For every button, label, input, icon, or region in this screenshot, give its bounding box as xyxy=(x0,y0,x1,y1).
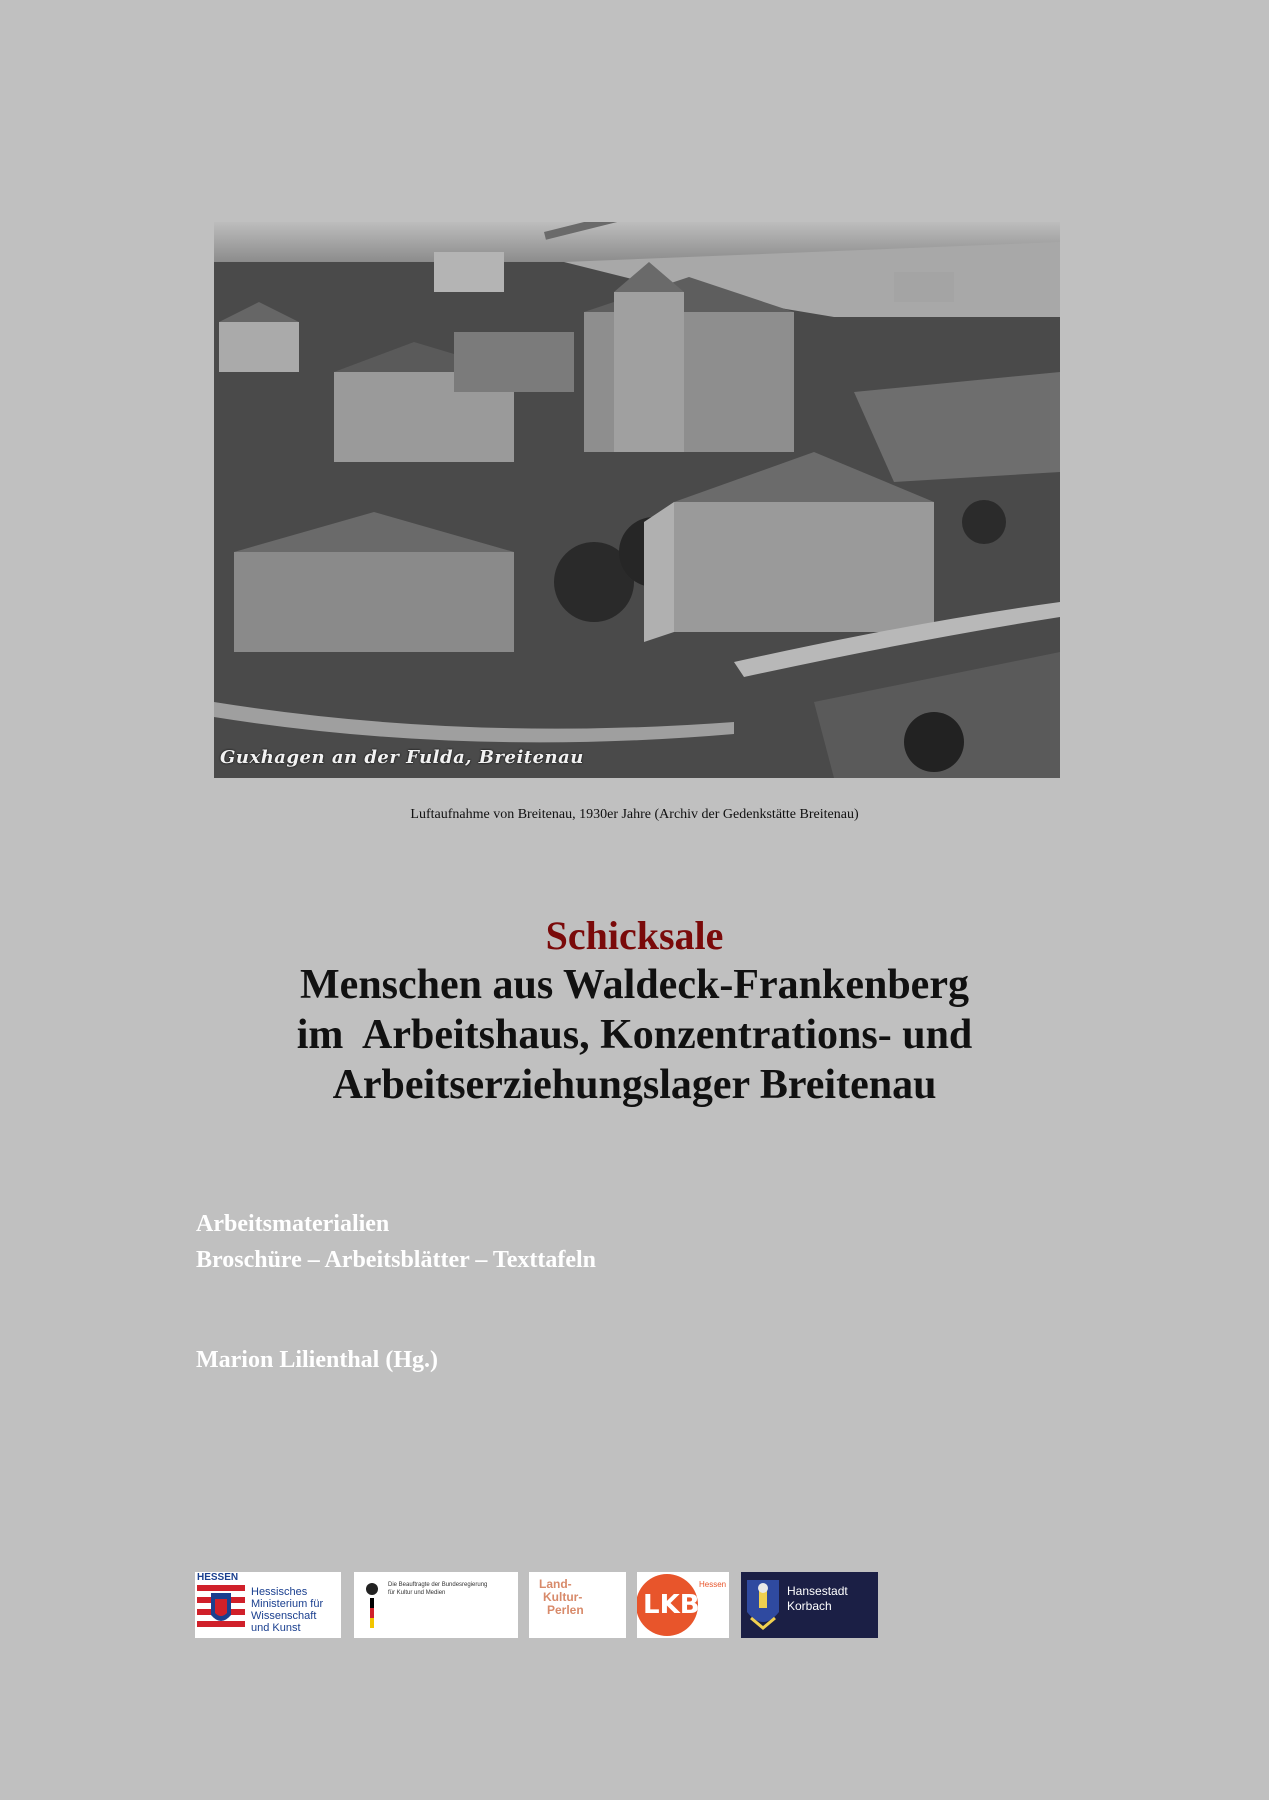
hessen-line-4: und Kunst xyxy=(251,1622,301,1634)
title-line-3: Arbeitserziehungslager Breitenau xyxy=(332,1062,937,1108)
lkb-logo xyxy=(637,1572,729,1638)
aerial-photo xyxy=(214,222,1060,778)
bund-line-2: für Kultur und Medien xyxy=(388,1590,446,1596)
title-line-1: Menschen aus Waldeck-Frankenberg xyxy=(300,962,969,1008)
title-block xyxy=(0,912,1269,1110)
title-red: Schicksale xyxy=(545,913,724,958)
landkultur-line-2: Kultur- xyxy=(543,1590,583,1604)
hessen-line-1: Hessisches xyxy=(251,1586,308,1598)
hessen-coat-of-arms-icon xyxy=(197,1585,245,1635)
landkultur-line-1: Land- xyxy=(539,1577,572,1591)
korbach-logo xyxy=(741,1572,878,1638)
photo-inscription: Guxhagen an der Fulda, Breitenau xyxy=(220,747,584,768)
subtitle-line-1: Arbeitsmaterialien xyxy=(196,1211,390,1237)
editor: Marion Lilienthal (Hg.) xyxy=(196,1347,438,1373)
federal-eagle-icon xyxy=(364,1582,380,1628)
landkultur-line-3: Perlen xyxy=(547,1603,584,1617)
hessen-header: HESSEN xyxy=(197,1572,239,1583)
aerial-photo-drawing xyxy=(214,222,1060,778)
bund-line-1: Die Beauftragte der Bundesregierung xyxy=(388,1582,488,1588)
bund-logo xyxy=(354,1572,518,1638)
korbach-line-1: Hansestadt xyxy=(787,1584,848,1598)
lkb-small: Hessen xyxy=(699,1580,727,1589)
title-line-2: im Arbeitshaus, Konzentrations- und xyxy=(296,1012,973,1058)
subtitle-line-2: Broschüre – Arbeitsblätter – Texttafeln xyxy=(196,1247,596,1273)
landkultur-logo xyxy=(529,1572,626,1638)
hessen-line-3: Wissenschaft xyxy=(251,1610,317,1622)
hessen-logo xyxy=(195,1572,341,1638)
hessen-line-2: Ministerium für xyxy=(251,1598,324,1610)
photo-caption: Luftaufnahme von Breitenau, 1930er Jahre (Archiv der Gedenkstätte Breitenau) xyxy=(410,807,859,822)
korbach-line-2: Korbach xyxy=(787,1599,832,1613)
korbach-coat-of-arms-icon xyxy=(745,1578,781,1632)
lkb-main: LKB xyxy=(643,1590,700,1620)
